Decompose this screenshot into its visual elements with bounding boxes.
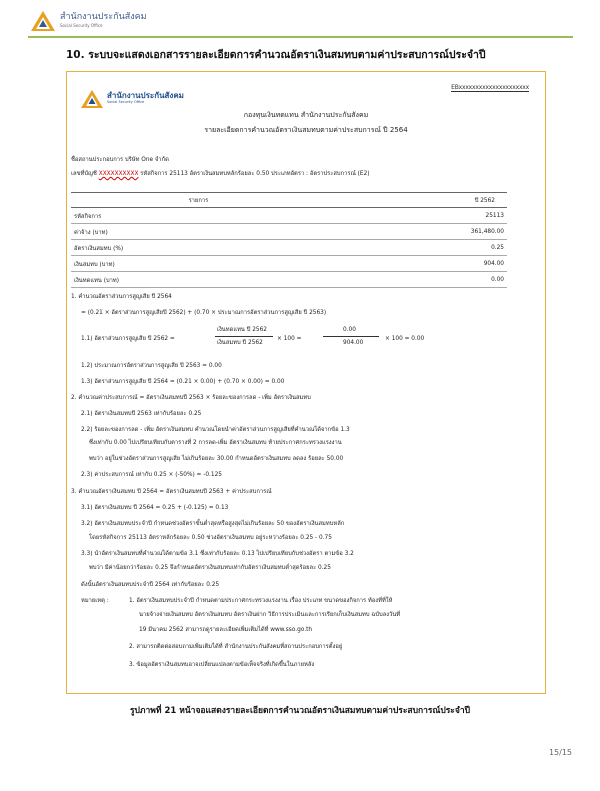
fraction-denominator-1: เงินสมทบ ปี 2562	[217, 340, 263, 346]
calc-conclusion: ดังนั้นอัตราเงินสมทบประจำปี 2564 เท่ากับร้อยละ 0.25	[81, 582, 220, 588]
row-value: 904.00	[326, 256, 507, 272]
calc-step-1-formula: = (0.21 × อัตราส่วนการสูญเสียปี 2562) + (0.70 × ประมาณการอัตราส่วนการสูญเสีย ปี 2563)	[81, 310, 327, 316]
fraction-numerator-2: 0.00	[343, 327, 356, 333]
document-code: EBxxxxxxxxxxxxxxxxxxxxx	[451, 84, 529, 91]
table-row	[71, 224, 507, 240]
account-number-masked: XXXXXXXXXX	[98, 171, 139, 177]
header-org-name-en: Social Security Office	[60, 23, 103, 28]
contribution-table	[71, 192, 507, 288]
table-row	[71, 272, 507, 288]
calc-step-1-3: 1.3) อัตราส่วนการสูญเสีย ปี 2564 = (0.21 × 0.00) + (0.70 × 0.00) = 0.00	[81, 379, 285, 385]
calculation-document-figure	[66, 71, 546, 694]
calc-step-3-1: 3.1) อัตราเงินสมทบ ปี 2564 = 0.25 + (-0.125) = 0.13	[81, 505, 229, 511]
employer-name: ชื่อสถานประกอบการ บริษัท One จำกัด	[71, 157, 169, 163]
calc-step-3-3-cont: พบว่า มีค่าน้อยกว่าร้อยละ 0.25 จึงกำหนดอัตราเงินสมทบเท่ากับอัตราเงินสมทบต่ำสุดร้อยละ 0.25	[89, 565, 331, 571]
calc-step-2-2: 2.2) ร้อยละของการลด - เพิ่ม อัตราเงินสมทบ คำนวณโดยนำค่าอัตราส่วนการสูญเสียที่คำนวณได้จากข้อ 1.3	[81, 427, 350, 433]
fraction-numerator-1: เงินทดแทน ปี 2562	[217, 327, 267, 333]
calc-step-3-2: 3.2) อัตราเงินสมทบประจำปี กำหนดช่วงอัตราขั้นต่ำสุดหรือสูงสุดไม่เกินร้อยละ 50 ของอัตราเงินสมทบหลัก	[81, 521, 345, 527]
figure-caption: รูปภาพที่ 21 หน้าจอแสดงรายละเอียดการคำนวณอัตราเงินสมทบตามค่าประสบการณ์ประจำปี	[129, 706, 471, 716]
calc-step-2-2-result: พบว่า อยู่ในช่วงอัตราส่วนการสูญเสีย ไม่เกินร้อยละ 30.00 กำหนดอัตราเงินสมทบ ลดลง ร้อยละ 50.00	[89, 456, 344, 462]
section-heading: 10. ระบบจะแสดงเอกสารรายละเอียดการคำนวณอัตราเงินสมทบตามค่าประสบการณ์ประจำปี	[66, 49, 486, 61]
note-1-cont-2: 19 มีนาคม 2562 สามารถดูรายละเอียดเพิ่มเติมได้ที่ www.sso.go.th	[139, 627, 313, 633]
note-1: 1. อัตราเงินสมทบประจำปี กำหนดตามประกาศกระทรวงแรงงาน เรื่อง ประเภท ขนาดของกิจการ ท้องที่ที่ให้	[129, 598, 393, 604]
account-label: เลขที่บัญชี	[71, 171, 97, 177]
document-org-name-en: Social Security Office	[107, 100, 145, 104]
row-label: เงินสมทบ (บาท)	[71, 256, 326, 272]
account-line	[71, 168, 370, 178]
document-subtitle: รายละเอียดการคำนวณอัตราเงินสมทบตามค่าประสบการณ์ ปี 2564	[204, 126, 408, 134]
document-title: กองทุนเงินทดแทน สำนักงานประกันสังคม	[243, 111, 369, 119]
row-label: อัตราเงินสมทบ (%)	[71, 240, 326, 256]
row-value: 0.25	[326, 240, 507, 256]
note-2: 2. สามารถติดต่อสอบถามเพิ่มเติมได้ที่ สำนักงานประกันสังคมที่สถานประกอบการตั้งอยู่	[129, 644, 343, 650]
note-label: หมายเหตุ :	[81, 598, 109, 604]
times-100-a: × 100 =	[277, 336, 302, 342]
table-row	[71, 256, 507, 272]
calc-step-3-2-cont: โดยรหัสกิจการ 25113 อัตราหลักร้อยละ 0.50 ช่วงอัตราเงินสมทบ อยู่ระหว่างร้อยละ 0.25 - 0.75	[89, 535, 332, 541]
calc-step-2-1: 2.1) อัตราเงินสมทบปี 2563 เท่ากับร้อยละ 0.25	[81, 411, 202, 417]
row-value: 0.00	[326, 272, 507, 288]
table-row	[71, 240, 507, 256]
row-label: รหัสกิจการ	[71, 208, 326, 224]
note-3: 3. ข้อมูลอัตราเงินสมทบอาจเปลี่ยนแปลงตามข้อเท็จจริงที่เกิดขึ้นในภายหลัง	[129, 662, 315, 668]
calc-step-2-2-cont: ซึ่งเท่ากับ 0.00 ไปเปรียบเทียบกับตารางที่ 2 การลด-เพิ่ม อัตราเงินสมทบ ท้ายประกาศกระทรวงแรงงาน	[89, 440, 342, 446]
calc-step-1-2: 1.2) ประมาณการอัตราส่วนการสูญเสีย ปี 2563 = 0.00	[81, 363, 222, 369]
calc-step-3: 3. คำนวณอัตราเงินสมทบ ปี 2564 = อัตราเงินสมทบปี 2563 + ค่าประสบการณ์	[71, 489, 272, 495]
table-header-row	[71, 193, 507, 208]
note-1-cont: นายจ้างจ่ายเงินสมทบ อัตราเงินสมทบ อัตราเงินฝาก วิธีการประเมินและการเรียกเก็บเงินสมทบ ฉบับลงวันที่	[139, 612, 401, 618]
fraction-bar-2	[323, 336, 379, 337]
row-value: 361,480.00	[326, 224, 507, 240]
table-row	[71, 208, 507, 224]
table-header-year: ปี 2562	[326, 193, 507, 208]
calc-step-2-3: 2.3) ค่าประสบการณ์ เท่ากับ 0.25 × (-50%) = -0.125	[81, 472, 222, 478]
row-value: 25113	[326, 208, 507, 224]
fraction-bar-1	[215, 336, 273, 337]
calc-step-2: 2. คำนวณค่าประสบการณ์ = อัตราเงินสมทบปี 2563 × ร้อยละของการลด - เพิ่ม อัตราเงินสมทบ	[71, 395, 311, 401]
sso-logo-icon	[81, 90, 103, 108]
header-divider	[28, 36, 573, 38]
account-details: รหัสกิจการ 25113 อัตราเงินสมทบหลักร้อยละ 0.50 ประเภทอัตรา : อัตราประสบการณ์ (E2)	[140, 171, 370, 177]
fraction-denominator-2: 904.00	[343, 340, 364, 346]
calc-step-1: 1. คำนวณอัตราส่วนการสูญเสีย ปี 2564	[71, 294, 172, 300]
calc-step-3-3: 3.3) นำอัตราเงินสมทบที่คำนวณได้ตามข้อ 3.1 ซึ่งเท่ากับร้อยละ 0.13 ไปเปรียบเทียบกับช่วงอัตรา ตามข้อ 3.2	[81, 551, 354, 557]
table-header-item: รายการ	[71, 193, 326, 208]
page-header	[30, 10, 570, 36]
page-number: 15/15	[548, 748, 572, 757]
document-org-name: สำนักงานประกันสังคม	[107, 91, 184, 100]
header-org-name: สำนักงานประกันสังคม	[60, 12, 147, 22]
times-100-b: × 100 = 0.00	[385, 336, 425, 342]
row-label: ค่าจ้าง (บาท)	[71, 224, 326, 240]
sso-logo-icon	[30, 10, 56, 32]
row-label: เงินทดแทน (บาท)	[71, 272, 326, 288]
calc-step-1-1-label: 1.1) อัตราส่วนการสูญเสีย ปี 2562 =	[81, 336, 175, 342]
